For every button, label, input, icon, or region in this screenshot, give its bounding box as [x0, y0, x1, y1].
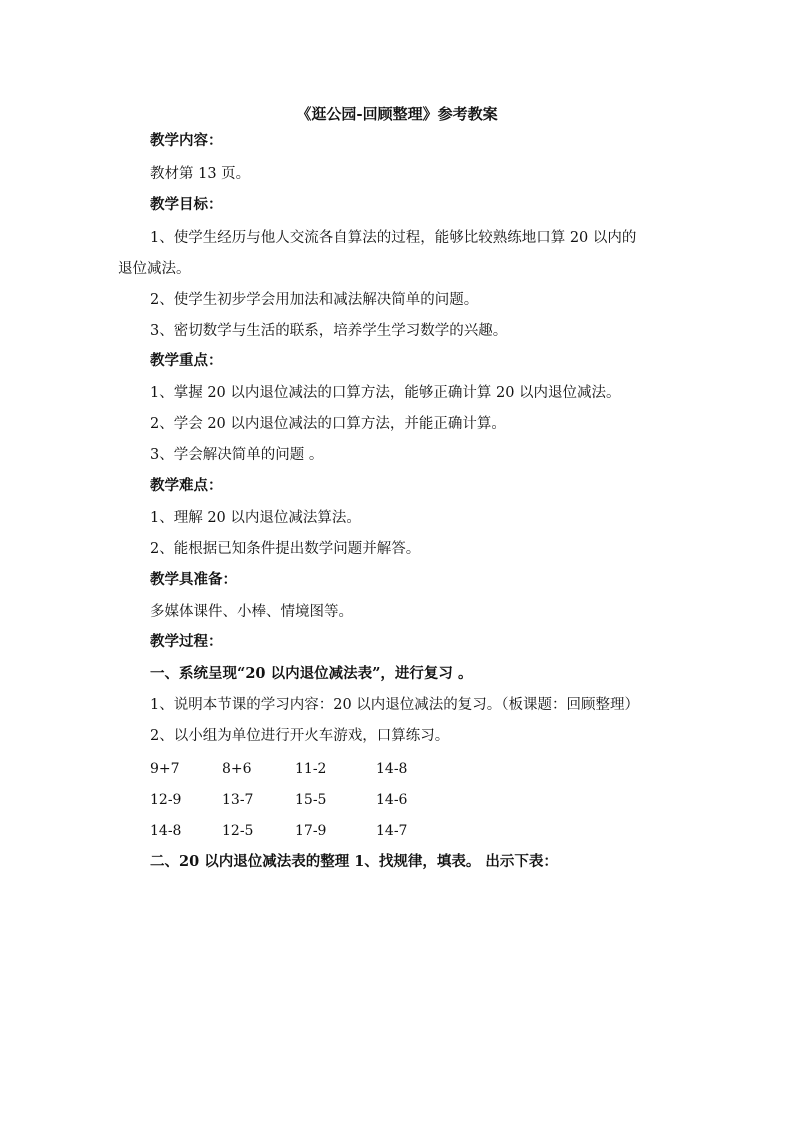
preparation-heading: 教学具准备：	[150, 571, 237, 588]
difficult-point-2: 2、能根据已知条件提出数学问题并解答。	[150, 541, 421, 557]
exercise-item: 15-5	[295, 792, 327, 808]
goal-1-line-2: 退位减法。	[118, 261, 191, 277]
goals-heading: 教学目标：	[150, 196, 223, 213]
exercise-item: 12-9	[150, 792, 182, 808]
content-text: 教材第 13 页。	[150, 166, 251, 182]
difficult-points-heading: 教学难点：	[150, 477, 223, 494]
key-point-3: 3、学会解决简单的问题 。	[150, 447, 324, 463]
exercise-item: 14-7	[376, 823, 408, 839]
goal-2: 2、使学生初步学会用加法和减法解决简单的问题。	[150, 292, 479, 308]
goal-1-line-1: 1、使学生经历与他人交流各自算法的过程，能够比较熟练地口算 20 以内的	[150, 230, 637, 246]
exercise-item: 11-2	[295, 761, 327, 777]
exercise-item: 8+6	[222, 761, 252, 777]
goal-3: 3、密切数学与生活的联系，培养学生学习数学的兴趣。	[150, 323, 508, 339]
part-1-item-1: 1、说明本节课的学习内容：20 以内退位减法的复习。（板课题：回顾整理）	[150, 697, 640, 713]
part-2-heading: 二、20 以内退位减法表的整理 1、找规律，填表。 出示下表：	[150, 853, 558, 870]
part-1-item-2: 2、以小组为单位进行开火车游戏，口算练习。	[150, 728, 450, 744]
key-point-1: 1、掌握 20 以内退位减法的口算方法，能够正确计算 20 以内退位减法。	[150, 385, 621, 401]
difficult-point-1: 1、理解 20 以内退位减法算法。	[150, 510, 361, 526]
exercise-item: 17-9	[295, 823, 327, 839]
document-title: 《逛公园-回顾整理》参考教案	[296, 105, 498, 123]
key-point-2: 2、学会 20 以内退位减法的口算方法，并能正确计算。	[150, 416, 506, 432]
exercise-item: 13-7	[222, 792, 254, 808]
exercise-item: 14-6	[376, 792, 408, 808]
preparation-text: 多媒体课件、小棒、情境图等。	[150, 604, 353, 620]
exercise-item: 14-8	[376, 761, 408, 777]
part-1-heading: 一、系统呈现“20 以内退位减法表”，进行复习 。	[150, 665, 473, 682]
exercise-item: 14-8	[150, 823, 182, 839]
exercise-item: 12-5	[222, 823, 254, 839]
content-heading: 教学内容：	[150, 132, 223, 149]
key-points-heading: 教学重点：	[150, 352, 223, 369]
process-heading: 教学过程：	[150, 633, 223, 650]
exercise-item: 9+7	[150, 761, 180, 777]
